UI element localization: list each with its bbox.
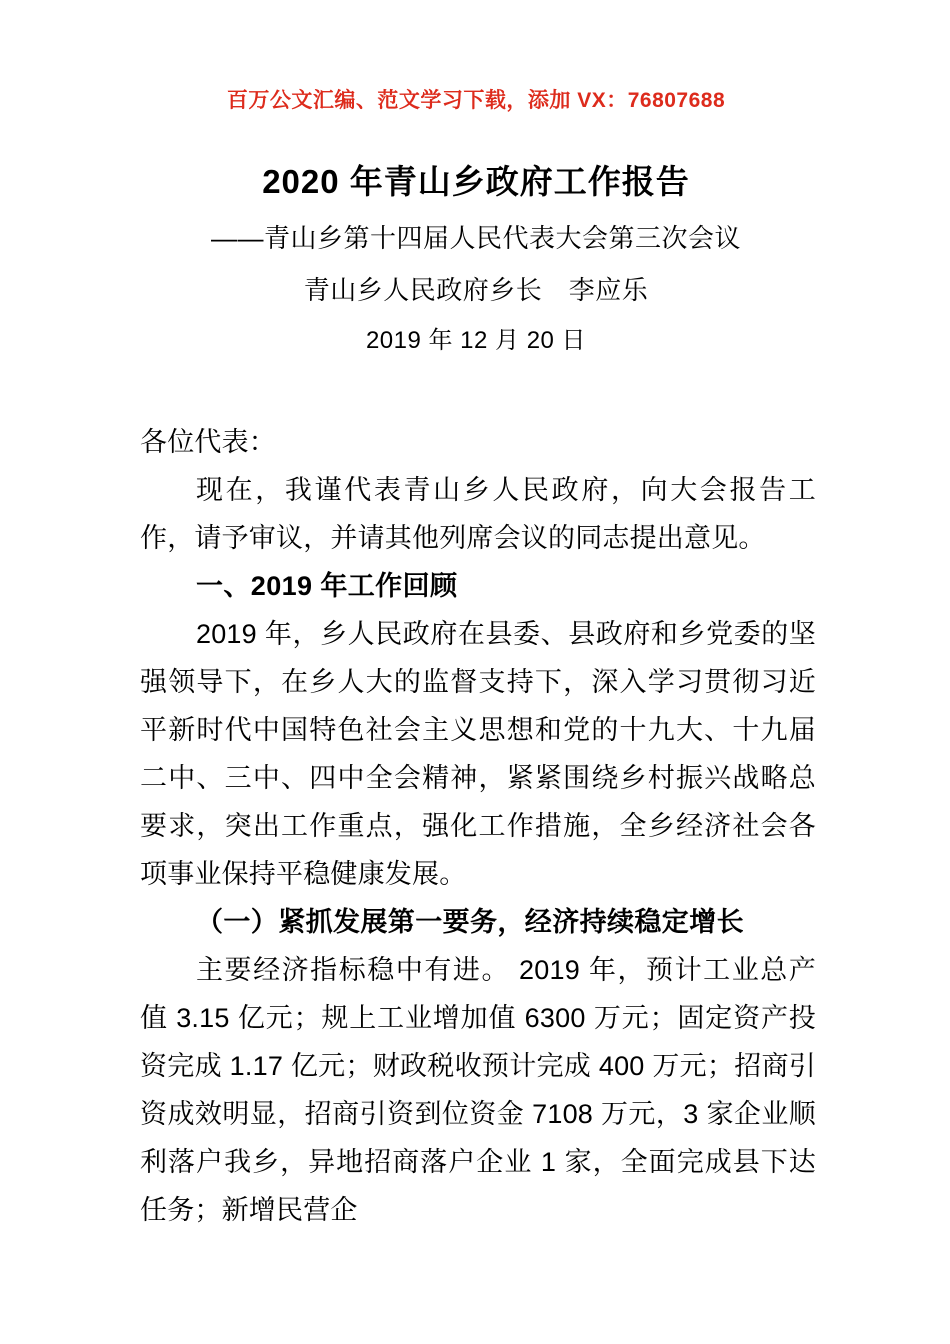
subsection-heading-one: （一）紧抓发展第一要务，经济持续稳定增长 (196, 907, 744, 937)
opening-paragraph: 现在，我谨代表青山乡人民政府，向大会报告工作，请予审议，并请其他列席会议的同志提出意见。 (140, 475, 816, 553)
document-date: 2019 年 12 月 20 日 (365, 327, 587, 354)
title-block (140, 160, 812, 360)
document-title: 2020 年青山乡政府工作报告 (262, 163, 690, 200)
document-presenter: 青山乡人民政府乡长 李应乐 (303, 275, 649, 305)
subsection-one-paragraph: 主要经济指标稳中有进。 2019 年，预计工业总产值 3.15 亿元；规上工业增加值 6300 万元；固定资产投资完成 1.17 亿元；财政税收预计完成 400 万元；招商引资成效明显，招商引资到位资金 7108 万元，3 家企业顺利落户我乡，异地招商落户企业 1 家，全面完成县下达任务；新增民营企 (140, 955, 816, 1225)
salutation-paragraph: 各位代表： (140, 427, 276, 457)
promo-watermark-text: 百万公文汇编、范文学习下载，添加 VX：76807688 (226, 89, 726, 112)
document-subtitle: ——青山乡第十四届人民代表大会第三次会议 (210, 223, 741, 253)
section-one-paragraph: 2019 年，乡人民政府在县委、县政府和乡党委的坚强领导下，在乡人大的监督支持下，深入学习贯彻习近平新时代中国特色社会主义思想和党的十九大、十九届二中、三中、四中全会精神，紧紧围绕乡村振兴战略总要求，突出工作重点，强化工作措施，全乡经济社会各项事业保持平稳健康发展。 (140, 619, 816, 889)
section-heading-one: 一、2019 年工作回顾 (196, 571, 458, 601)
document-body (140, 418, 816, 1234)
